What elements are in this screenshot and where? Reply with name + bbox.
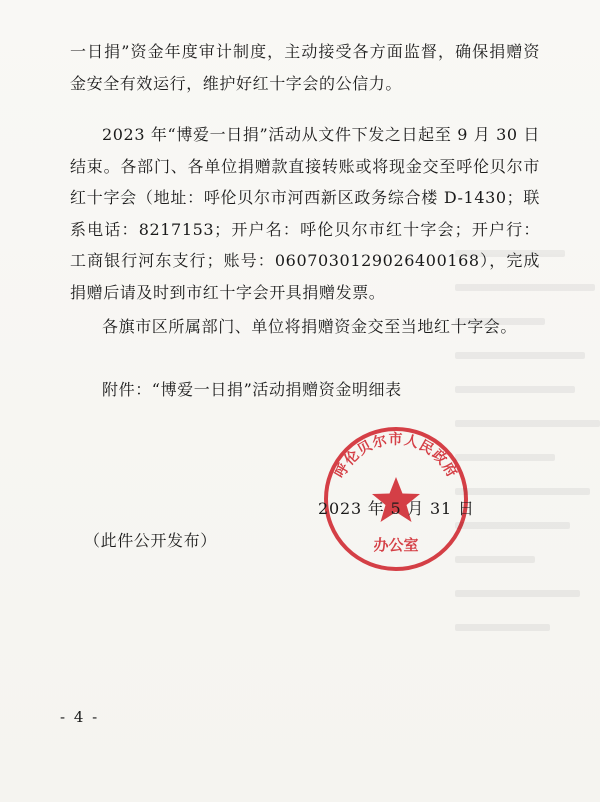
- paragraph-audit: 一日捐”资金年度审计制度，主动接受各方面监督，确保捐赠资金安全有效运行，维护好红十字会的公信力。: [70, 42, 540, 93]
- release-note: （此件公开发布）: [84, 531, 217, 550]
- paragraph-local-branches: 各旗市区所属部门、单位将捐赠资金交至当地红十字会。: [102, 317, 518, 336]
- paragraph-donation-instructions: 2023 年“博爱一日捐”活动从文件下发之日起至 9 月 30 日结束。各部门、各单位捐赠款直接转账或将现金交至呼伦贝尔市红十字会（地址：呼伦贝尔市河西新区政务综合楼 D-1430；联系电话：8217153；开户名：呼伦贝尔市红十字会；开户行：工商银行河东支行；账号：0607030129026400168），完成捐赠后请及时到市红十字会开具捐赠发票。: [70, 125, 540, 302]
- document-date: 2023 年 5 月 31 日: [318, 499, 475, 518]
- attachment-line: 附件：“博爱一日捐”活动捐赠资金明细表: [102, 380, 402, 399]
- svg-text:呼伦贝尔市人民政府: [331, 431, 461, 481]
- seal-office: 办公室: [373, 536, 419, 554]
- seal-name: 呼伦贝尔市人民政府: [331, 432, 461, 481]
- page-number: - 4 -: [60, 708, 100, 726]
